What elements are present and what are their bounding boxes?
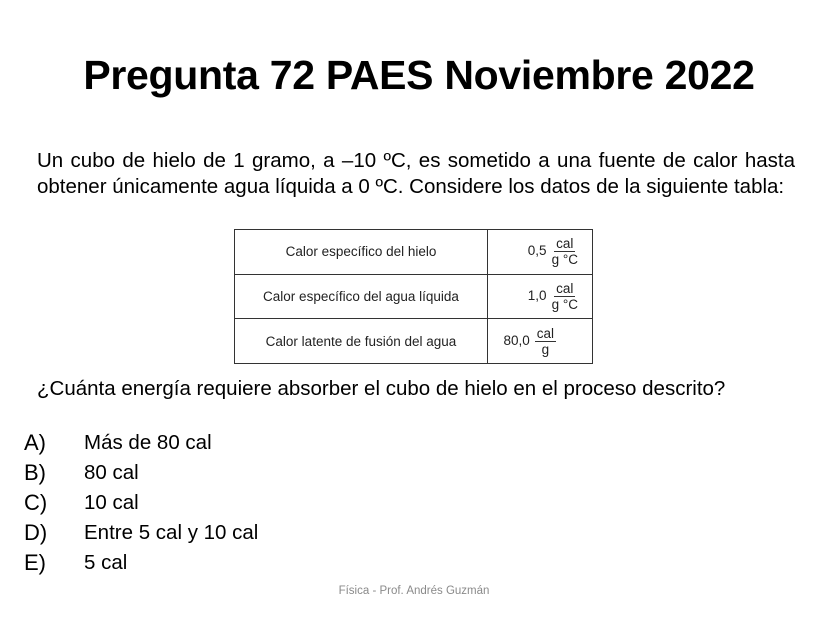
option-c bbox=[0, 490, 400, 520]
unit-denominator: g °C bbox=[551, 252, 578, 268]
unit-fraction bbox=[552, 281, 578, 312]
option-letter: D) bbox=[24, 520, 48, 545]
unit-numerator: cal bbox=[536, 325, 554, 341]
row-label: Calor específico del agua líquida bbox=[235, 274, 488, 319]
unit-fraction bbox=[535, 326, 556, 357]
unit-numerator: cal bbox=[556, 280, 574, 296]
row-label: Calor latente de fusión del agua bbox=[235, 319, 488, 364]
option-letter: C) bbox=[24, 490, 48, 515]
row-value bbox=[488, 274, 593, 319]
option-letter: E) bbox=[24, 550, 46, 575]
option-a bbox=[0, 430, 400, 460]
data-table bbox=[234, 229, 593, 364]
option-d bbox=[0, 520, 400, 550]
option-text: 80 cal bbox=[84, 461, 139, 484]
table-row bbox=[235, 230, 593, 275]
slide-footer: Física - Prof. Andrés Guzmán bbox=[338, 585, 490, 597]
unit-denominator: g bbox=[541, 341, 550, 357]
option-text: 5 cal bbox=[84, 551, 128, 574]
slide-title: Pregunta 72 PAES Noviembre 2022 bbox=[83, 52, 755, 98]
row-label: Calor específico del hielo bbox=[235, 230, 488, 275]
option-text: Más de 80 cal bbox=[84, 431, 212, 454]
option-letter: A) bbox=[24, 430, 46, 455]
unit-numerator: cal bbox=[556, 236, 574, 252]
question-text: ¿Cuánta energía requiere absorber el cubo de hielo en el proceso descrito? bbox=[37, 377, 726, 400]
row-value bbox=[488, 319, 593, 364]
table-row bbox=[235, 274, 593, 319]
option-b bbox=[0, 460, 400, 490]
option-e bbox=[0, 550, 400, 580]
option-text: 10 cal bbox=[84, 491, 139, 514]
table-row bbox=[235, 319, 593, 364]
unit-denominator: g °C bbox=[551, 296, 578, 312]
problem-statement: Un cubo de hielo de 1 gramo, a –10 ºC, es sometido a una fuente de calor hasta obtener únicamente agua líquida a 0 ºC. Considere los datos de la siguiente tabla: bbox=[37, 149, 795, 198]
value-number: 1,0 bbox=[527, 288, 547, 304]
unit-fraction bbox=[552, 236, 578, 267]
row-value bbox=[488, 230, 593, 275]
option-letter: B) bbox=[24, 460, 46, 485]
value-number: 80,0 bbox=[503, 332, 530, 348]
value-number: 0,5 bbox=[527, 243, 547, 259]
option-text: Entre 5 cal y 10 cal bbox=[84, 521, 259, 544]
